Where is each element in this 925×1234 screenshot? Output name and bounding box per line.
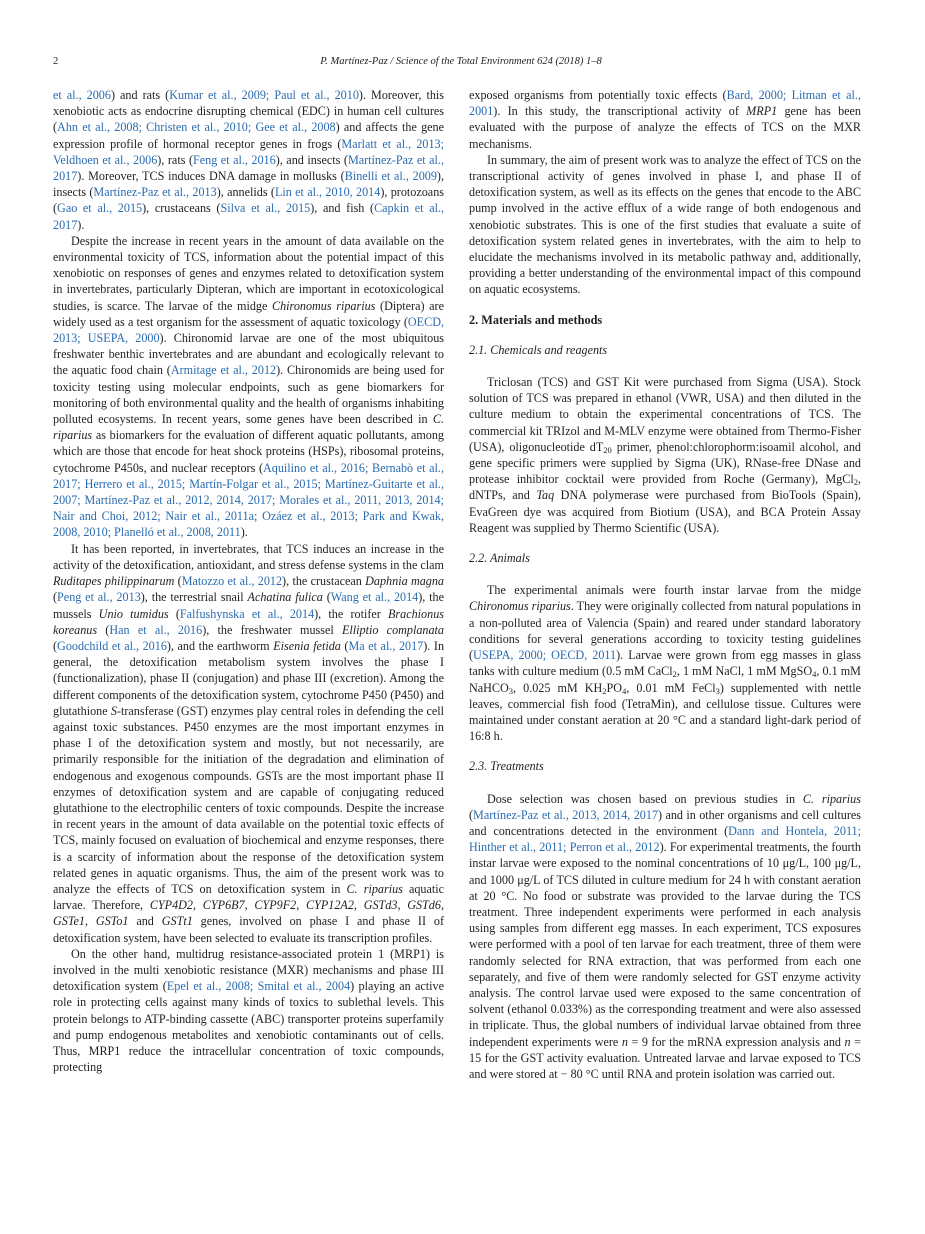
- paragraph: The experimental animals were fourth instar larvae from the midge Chironomus riparius. They were originally collected from natural populations in a non-polluted area of Valencia (Spain) and reared under standard laboratory conditions for several generations according to toxicity testing guidelines (USEPA, 2000; OECD, 2011). Larvae were grown from egg masses in glass tanks with culture medium (0.5 mM CaCl$_2$, 1 mM NaCl, 1 mM MgSO$_4$, 0.1 mM NaHCO$_3$, 0.025 mM $KH_2PO_4$, 0.01 mM FeCl$_3$) supplemented with nettle leaves, commercial fish food (TetraMin), and cellulose tissue. Cultures were maintained under constant aeration at 20 °C and a standard light-dark period of 16:8 h.: [469, 583, 861, 744]
- subsection-heading: 2.1. Chemicals and reagents: [469, 342, 608, 357]
- paragraph: Despite the increase in recent years in the amount of data available on the environmental toxicity of TCS, information about the potential impact of this xenobiotic on responses of genes and enzymes related to detoxification system in invertebrates, particularly Dipteran, which are important in ecotoxicological studies, is scarce. The larvae of the midge Chironomus riparius (Diptera) are widely used as a test organism for the assessment of aquatic toxicology (OECD, 2013; USEPA, 2000). Chironomid larvae are one of the most ubiquitous freshwater benthic invertebrates and are abundant and ecologically relevant to the aquatic food chain (Armitage et al., 2012). Chironomids are being used for toxicity testing using molecular endpoints, such as gene biomarkers for monitoring of both environmental quality and the health of organisms inhabiting polluted ecosystems. In recent years, some genes have been described in C. riparius as biomarkers for the evaluation of different aquatic pollutants, among which are those that encode for heat shock proteins (HSPs), ribosomal proteins, cytochrome P450s, and nuclear receptors (Aquilino et al., 2016; Bernabò et al., 2017; Herrero et al., 2015; Martín-Folgar et al., 2015; Martínez-Guitarte et al., 2007; Martínez-Paz et al., 2012, 2014, 2017; Morales et al., 2011, 2013, 2014; Nair and Choi, 2012; Nair et al., 2011a; Ozáez et al., 2013; Park and Kwak, 2008, 2010; Planelló et al., 2008, 2011).: [53, 233, 444, 540]
- running-head: P. Martínez-Paz / Science of the Total Environment 624 (2018) 1–8: [320, 56, 602, 67]
- page-header: [53, 56, 869, 72]
- subsection-heading: 2.3. Treatments: [469, 759, 544, 774]
- right-column: [469, 87, 861, 1082]
- paragraph: et al., 2006) and rats (Kumar et al., 2009; Paul et al., 2010). Moreover, this xenobiotic acts as endocrine disrupting chemical (EDC) in human cell cultures (Ahn et al., 2008; Christen et al., 2010; Gee et al., 2008) and affects the gene expression profile of hormonal receptor genes in frogs (Marlatt et al., 2013; Veldhoen et al., 2006), rats (Feng et al., 2016), and insects (Martínez-Paz et al., 2017). Moreover, TCS induces DNA damage in mollusks (Binelli et al., 2009), insects (Martínez-Paz et al., 2013), annelids (Lin et al., 2010, 2014), protozoans (Gao et al., 2015), crustaceans (Silva et al., 2015), and fish (Capkin et al., 2017).: [53, 88, 445, 232]
- paragraph: In summary, the aim of present work was to analyze the effect of TCS on the transcriptional activity of genes involved in phase I, and phase II of detoxification system, as well as its effects on the genes that encode to the ABC pump involved in the active efflux of a wide range of both endogenous and xenobiotic substrates. This is one of the first studies that evaluate a suite of detoxification system related genes in invertebrates, with the aim to help to elucidate the mechanisms involved in its metabolic pathway and, additionally, providing a better understanding of the environmental impact of this compound on aquatic ecosystems.: [469, 152, 861, 297]
- left-column: [53, 87, 444, 1075]
- section-heading: 2. Materials and methods: [469, 312, 603, 327]
- paragraph: Triclosan (TCS) and GST Kit were purchased from Sigma (USA). Stock solution of TCS was prepared in ethanol (VWR, USA) and then diluted in the culture medium to obtain the experimental concentrations of TCS. The commercial kit TRIzol and M-MLV enzyme were obtained from Thermo-Fisher (USA), oligonucleotide $dT_{20}$ primer, phenol:chlorophorm:isoamil alcohol, and gene specific primers were supplied by Sigma (UK), RNase-free DNase and protease inhibitor cocktail were provided from Roche (Germany), MgCl$_2$, dNTPs, and Taq DNA polymerase were purchased from BioTools (Spain), EvaGreen dye was acquired from Biotium (USA), and BCA Protein Assay Reagent was supplied by Thermo Scientific (USA).: [469, 375, 861, 535]
- subsection-heading: 2.2. Animals: [469, 551, 530, 566]
- paragraph: On the other hand, multidrug resistance-associated protein 1 (MRP1) is involved in the multi xenobiotic resistance (MXR) mechanisms and phase III detoxification system (Epel et al., 2008; Smital et al., 2004) playing an active role in protecting cells against many kinds of toxics to sublethal levels. This protein belongs to ATP-binding cassette (ABC) transporter proteins superfamily and pump endogenous metabolites and xenobiotic contaminants out of cells. Thus, MRP1 reduce the intracellular concentration of toxic compounds, protecting: [53, 946, 445, 1075]
- paragraph: exposed organisms from potentially toxic effects (Bard, 2000; Litman et al., 2001). In this study, the transcriptional activity of MRP1 gene has been evaluated with the purpose of analyze the effects of TCS on the MXR mechanisms.: [469, 88, 862, 151]
- paragraph: It has been reported, in invertebrates, that TCS induces an increase in the activity of the detoxification, antioxidant, and stress defense systems in the clam Ruditapes philippinarum (Matozzo et al., 2012), the crustacean Daphnia magna (Peng et al., 2013), the terrestrial snail Achatina fulica (Wang et al., 2014), the mussels Unio tumidus (Falfushynska et al., 2014), the rotifer Brachionus koreanus (Han et al., 2016), the freshwater mussel Elliptio complanata (Goodchild et al., 2016), and the earthworm Eisenia fetida (Ma et al., 2017). In general, the detoxification metabolism system involves the phase I (functionalization), phase II (conjugation) and phase III (excretion). Among the different components of the detoxification system, cytochrome P450 (P450) and glutathione S-transferase (GST) enzymes play central roles in defending the cell against toxic substances. P450 enzymes are the most important enzymes in phase I of the detoxification system and mostly, but not necessarily, are primarily responsible for the initiation of the degradation and elimination of endogenous and exogenous compounds. GSTs are the most important phase II enzymes of detoxification system and are capable of conjugating reduced glutathione to the electrophilic centers of toxic compounds. Despite the increase in recent years in the amount of data available on the potential toxic effects of TCS, mainly focused on evaluation of biochemical and enzyme responses, there is a scarcity of information about the response of the detoxification system related genes in aquatic organisms. Thus, the aim of the present work was to analyze the effects of TCS on detoxification system in C. riparius aquatic larvae. Therefore, CYP4D2, CYP6B7, CYP9F2, CYP12A2, GSTd3, GSTd6, GSTe1, GSTo1 and GSTt1 genes, involved on phase I and phase II of detoxification system, have been selected to evaluate its transcription profiles.: [53, 541, 445, 945]
- page-number: 2: [53, 56, 59, 67]
- paragraph: Dose selection was chosen based on previous studies in C. riparius (Martínez-Paz et al., 2013, 2014, 2017) and in other organisms and cell cultures and concentrations detected in the environment (Dann and Hontela, 2011; Hinther et al., 2011; Perron et al., 2012). For experimental treatments, the fourth instar larvae were exposed to the nominal concentrations of 10 μg/L, 100 μg/L, and 1000 μg/L of TCS diluted in culture medium for 24 h with constant aeration at 20 °C. No food or substrate was provided to the larvae during the TCS treatment. Three independent experiments were performed in each analysis using samples from different egg masses. In each experiment, TCS exposures were performed with a pool of ten larvae for each treatment, three of them were randomly selected for RNA extraction, that was performed from each one separately, and five of them were randomly selected for GST enzyme activity analysis. The control larvae used were exposed to the same concentration of solvent (ethanol 0.033%) as the corresponding treatment and were also assessed in triplicate. Thus, the global numbers of individual larvae obtained from three independent experiments were n = 9 for the mRNA expression analysis and n = 15 for the GST activity evaluation. Untreated larvae and larvae exposed to TCS and were stored at − 80 °C until RNA and protein isolation was carried out.: [469, 791, 862, 1081]
